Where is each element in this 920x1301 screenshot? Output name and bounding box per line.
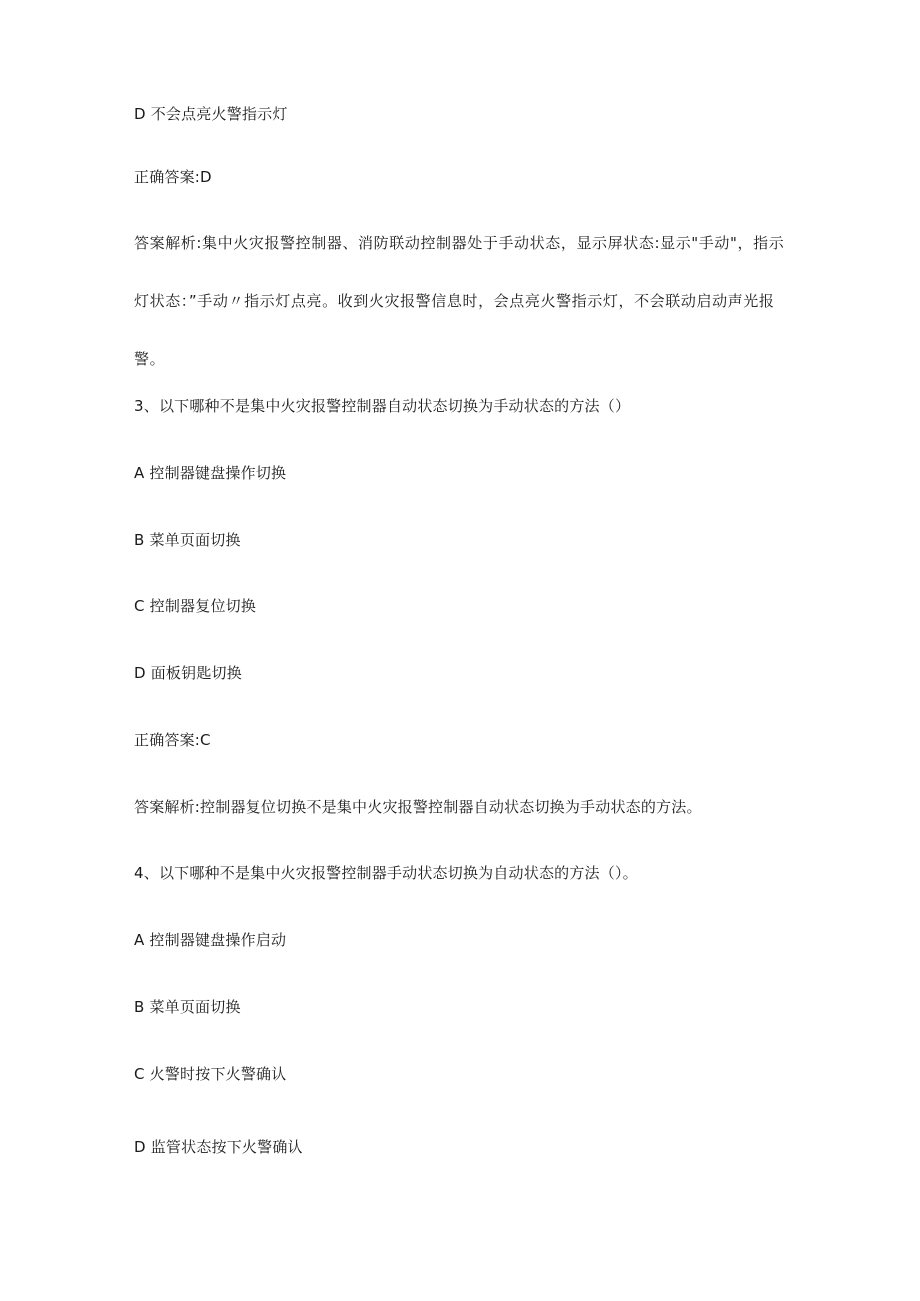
q2-option-d: D 不会点亮火警指示灯 [134,105,288,123]
q3-option-b: B 菜单页面切换 [134,531,241,549]
q4-question: 4、以下哪种不是集中火灾报警控制器手动状态切换为自动状态的方法（）。 [134,864,638,882]
q3-option-a: A 控制器键盘操作切换 [134,464,287,482]
q4-option-b: B 菜单页面切换 [134,998,241,1016]
q3-correct-answer: 正确答案:C [134,731,211,749]
q2-answer-analysis: 答案解析:集中火灾报警控制器、消防联动控制器处于手动状态，显示屏状态:显示"手动"，指示灯状态：”手动〃指示灯点亮。收到火灾报警信息时，会点亮火警指示灯，不会联动启动声光报警。 [134,234,785,368]
q3-option-c: C 控制器复位切换 [134,597,257,615]
q2-correct-answer: 正确答案:D [134,168,212,186]
q4-option-c: C 火警时按下火警确认 [134,1065,287,1083]
q3-option-d: D 面板钥匙切换 [134,664,242,682]
q4-option-a: A 控制器键盘操作启动 [134,931,287,949]
q3-answer-analysis: 答案解析:控制器复位切换不是集中火灾报警控制器自动状态切换为手动状态的方法。 [134,798,702,816]
q4-option-d: D 监管状态按下火警确认 [134,1138,303,1156]
q3-question: 3、以下哪种不是集中火灾报警控制器自动状态切换为手动状态的方法（） [134,397,631,415]
